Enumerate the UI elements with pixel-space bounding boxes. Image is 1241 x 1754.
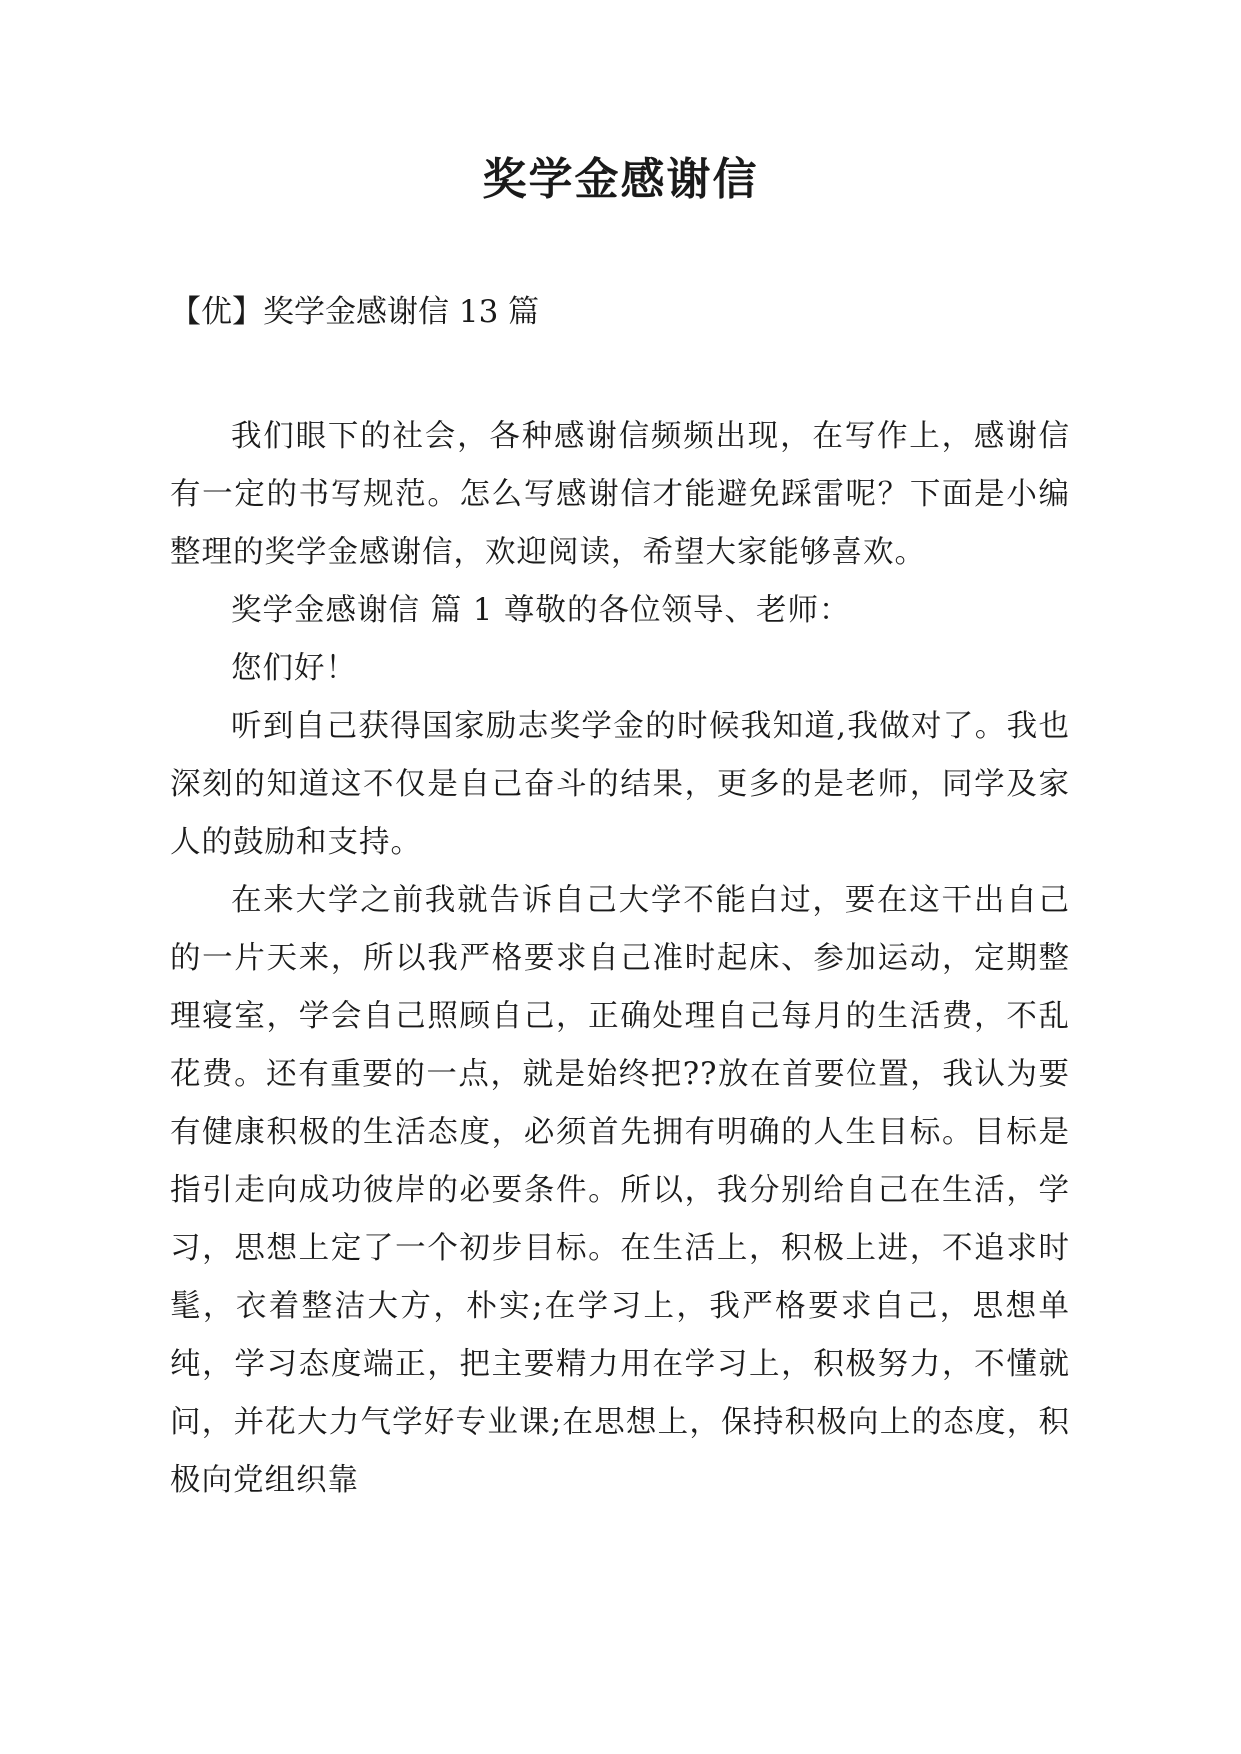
letter-body <box>170 408 1070 1510</box>
paragraph-greeting: 您们好！ <box>231 651 357 686</box>
paragraph-intro: 我们眼下的社会，各种感谢信频频出现，在写作上，感谢信有一定的书写规范。怎么写感谢信才能避免踩雷呢？下面是小编整理的奖学金感谢信，欢迎阅读，希望大家能够喜欢。 <box>170 419 1070 570</box>
paragraph-body-1: 听到自己获得国家励志奖学金的时候我知道,我做对了。我也深刻的知道这不仅是自己奋斗的结果，更多的是老师，同学及家人的鼓励和支持。 <box>170 709 1070 860</box>
paragraph-salutation: 奖学金感谢信 篇 1 尊敬的各位领导、老师： <box>231 593 851 628</box>
document-subtitle: 【优】奖学金感谢信 13 篇 <box>170 294 540 330</box>
document-title: 奖学金感谢信 <box>482 154 759 205</box>
paragraph-body-2: 在来大学之前我就告诉自己大学不能白过，要在这干出自己的一片天来，所以我严格要求自己准时起床、参加运动，定期整理寝室，学会自己照顾自己，正确处理自己每月的生活费，不乱花费。还有重要的一点，就是始终把??放在首要位置，我认为要有健康积极的生活态度，必须首先拥有明确的人生目标。目标是指引走向成功彼岸的必要条件。所以，我分别给自己在生活，学习，思想上定了一个初步目标。在生活上，积极上进，不追求时髦，衣着整洁大方，朴实;在学习上，我严格要求自己，思想单纯，学习态度端正，把主要精力用在学习上，积极努力，不懂就问，并花大力气学好专业课;在思想上，保持积极向上的态度，积极向党组织靠 <box>170 883 1070 1498</box>
